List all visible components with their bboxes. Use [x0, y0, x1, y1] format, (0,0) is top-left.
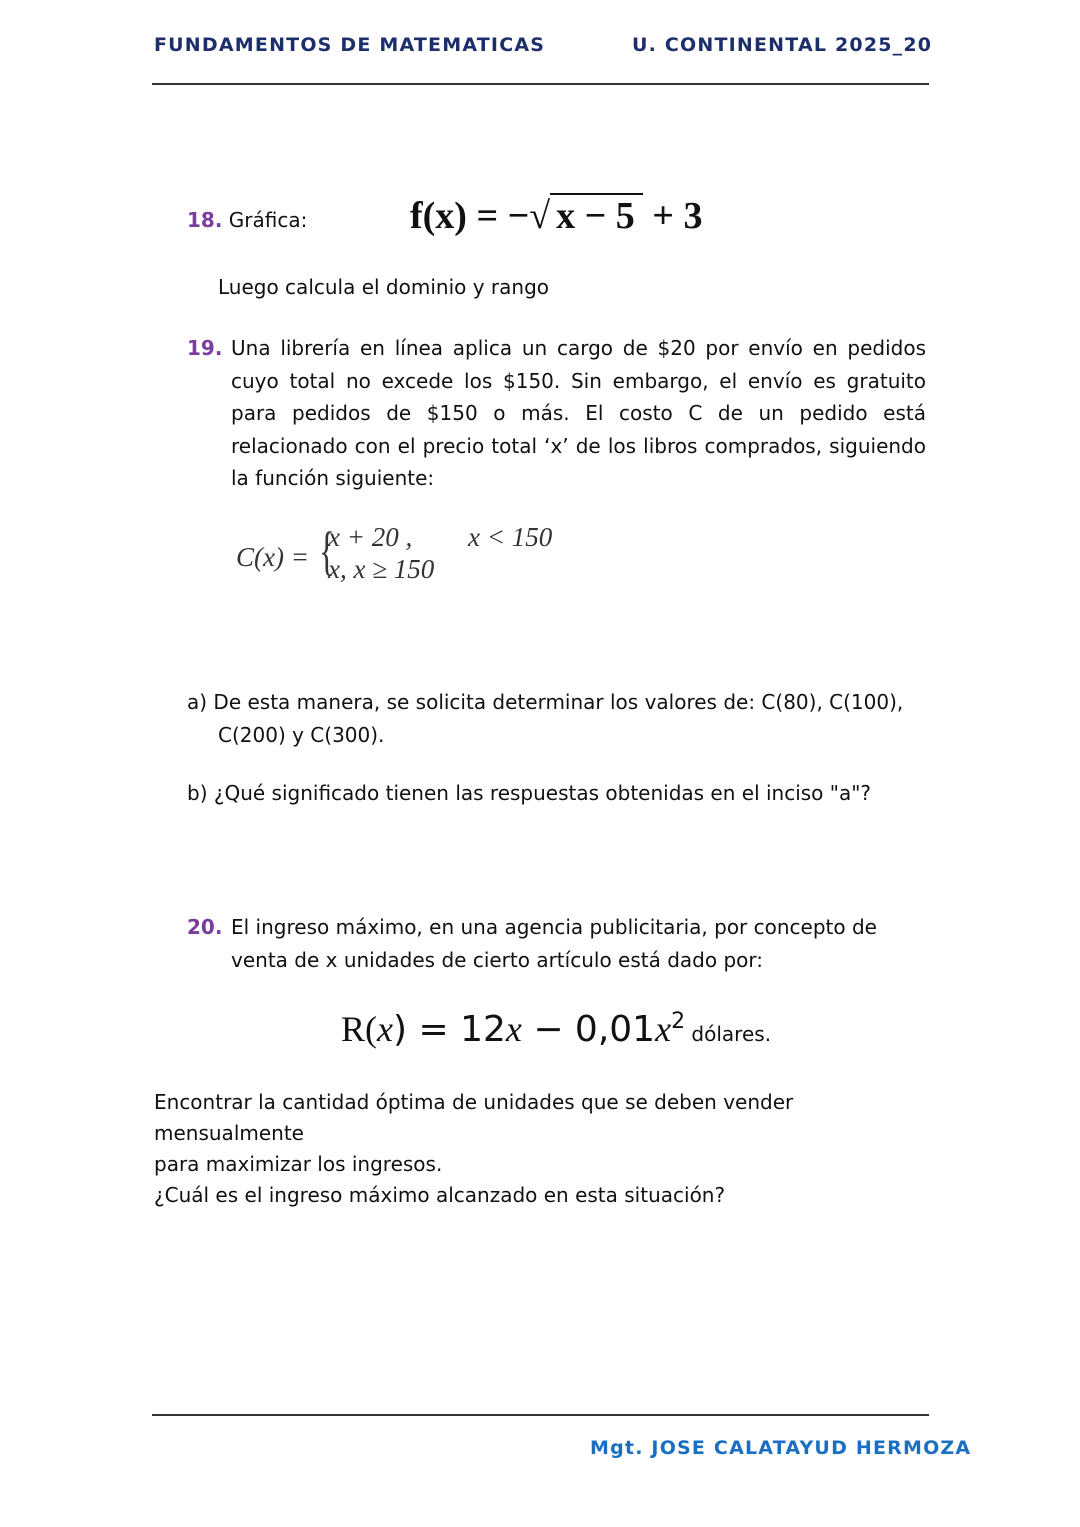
course-title: FUNDAMENTOS DE MATEMATICAS — [154, 34, 546, 56]
author-signature: Mgt. JOSE CALATAYUD HERMOZA — [590, 1437, 972, 1459]
piecewise-case-1-expr: x + 20 , — [328, 522, 413, 552]
piecewise-case-1-condition: x < 150 — [468, 522, 553, 552]
brace-icon: { — [319, 521, 335, 581]
question-line-1: Encontrar la cantidad óptima de unidades que se deben vender mensualmente — [154, 1090, 794, 1145]
part-a-text-line-2: C(200) y C(300). — [218, 722, 385, 747]
problem-19-statement: Una librería en línea aplica un cargo de $20 por envío en pedidos cuyo total no excede los $150. Sin embargo, el envío es gratuito para pedidos de $150 o más. El costo C de un pedido está relacionado con el precio total ‘x’ de los libros comprados, siguiendo la función siguiente: — [231, 336, 926, 490]
footer-divider — [152, 1414, 929, 1416]
header-divider — [152, 83, 929, 85]
problem-19-number: 19. — [187, 336, 223, 360]
problem-20-questions — [154, 1087, 929, 1211]
problem-18-formula — [410, 194, 702, 238]
question-line-3: ¿Cuál es el ingreso máximo alcanzado en esta situación? — [154, 1183, 726, 1207]
problem-18-heading — [187, 204, 307, 237]
formula-minus: − 0,01 — [521, 1009, 656, 1050]
part-b — [187, 777, 871, 810]
formula-eq: = 12 — [407, 1009, 506, 1050]
formula-var: x — [377, 1009, 393, 1049]
problem-label: Gráfica: — [228, 208, 308, 232]
question-line-2: para maximizar los ingresos. — [154, 1152, 443, 1176]
revenue-formula — [341, 1008, 771, 1050]
part-b-text: ¿Qué significado tienen las respuestas obtenidas en el inciso "a"? — [213, 781, 872, 805]
piecewise-label: C(x) = — [236, 542, 309, 572]
formula-var3: x — [655, 1009, 672, 1049]
problem-20-number: 20. — [187, 915, 223, 939]
problem-number: 18. — [187, 208, 223, 232]
problem-20-statement: El ingreso máximo, en una agencia publicitaria, por concepto de venta de x unidades de cierto artículo está dado por: — [231, 915, 877, 972]
piecewise-case-2: x, x ≥ 150 — [328, 554, 435, 584]
part-a — [187, 686, 927, 751]
formula-close: ) — [392, 1009, 408, 1050]
part-b-label: b) — [187, 781, 208, 805]
formula-lhs: f(x) = − — [410, 195, 530, 237]
formula-unit: dólares. — [685, 1022, 772, 1046]
problem-18-instruction: Luego calcula el dominio y rango — [218, 275, 550, 299]
formula-var2: x — [505, 1009, 522, 1049]
radical-sign-icon: √ — [529, 195, 551, 237]
formula-radicand: x − 5 — [550, 193, 643, 237]
part-a-label: a) — [187, 690, 208, 714]
institution-term: U. CONTINENTAL 2025_20 — [632, 34, 933, 56]
formula-exponent: 2 — [671, 1009, 686, 1034]
formula-rhs: + 3 — [652, 195, 703, 237]
formula-r-open: R( — [341, 1009, 377, 1049]
part-a-text-line-1: De esta manera, se solicita determinar los valores de: C(80), C(100), — [213, 690, 904, 714]
